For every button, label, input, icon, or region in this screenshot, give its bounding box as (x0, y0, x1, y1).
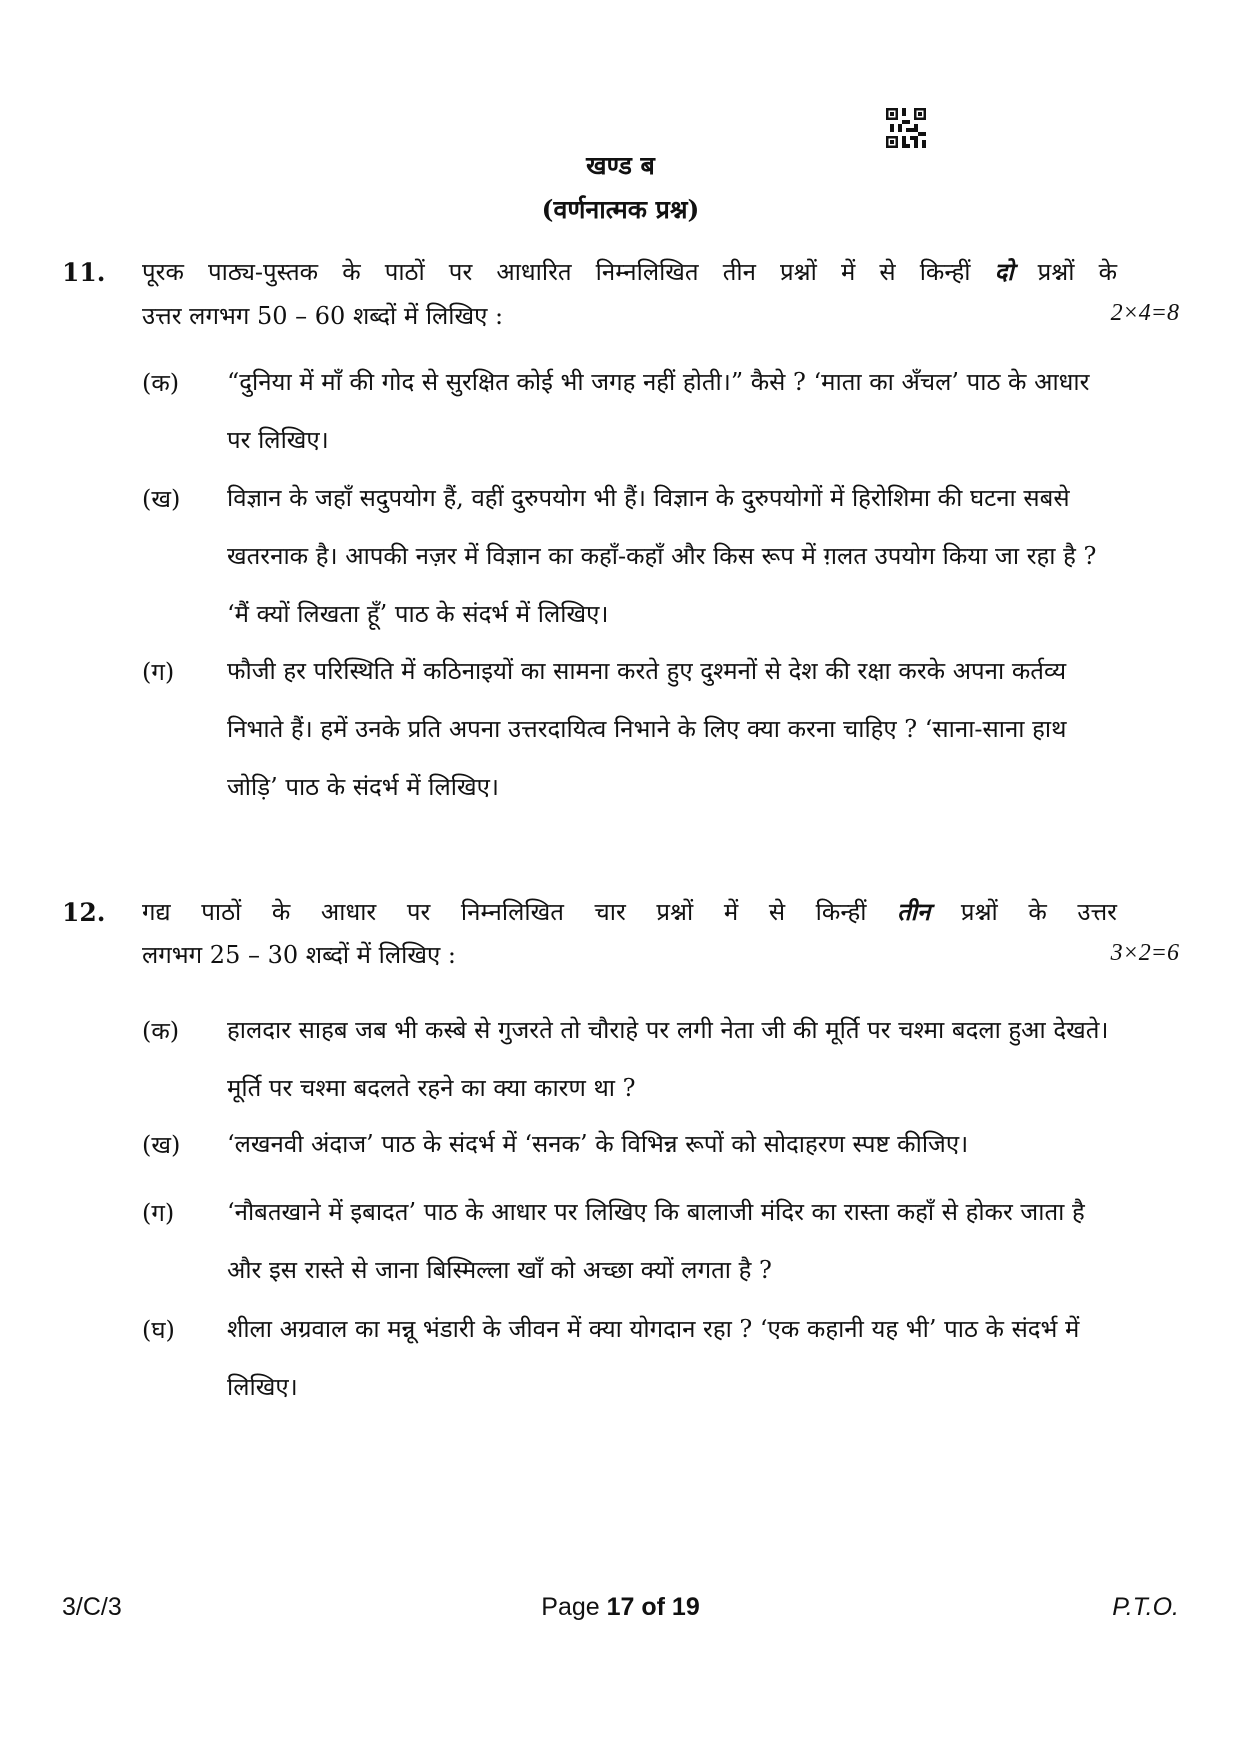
q12-item-text: ‘लखनवी अंदाज’ पाठ के संदर्भ में ‘सनक’ के विभिन्न रूपों को सोदाहरण स्पष्ट कीजिए। (227, 1130, 969, 1158)
question-number-12: 12. (62, 898, 106, 927)
section-title: खण्ड ब (586, 151, 655, 180)
q12-item-label: (ग) (142, 1199, 175, 1227)
q11-item-text: फौजी हर परिस्थिति में कठिनाइयों का सामना करते हुए दुश्मनों से देश की रक्षा करके अपना कर्तव्य निभाते हैं। हमें उनके प्रति अपना उत्तरदायित्व निभाने के लिए क्या करना चाहिए ? ‘साना-साना हाथ जोड़ि’ पाठ के संदर्भ में लिखिए। (227, 657, 1067, 801)
qr-code-icon (886, 108, 926, 148)
q11-item-text: विज्ञान के जहाँ सदुपयोग हैं, वहीं दुरुपयोग भी हैं। विज्ञान के दुरुपयोगों में हिरोशिमा की घटना सबसे खतरनाक है। आपकी नज़र में विज्ञान का कहाँ-कहाँ और किस रूप में ग़लत उपयोग किया जा रहा है ? ‘मैं क्यों लिखता हूँ’ पाठ के संदर्भ में लिखिए। (227, 484, 1097, 628)
q12-item-label: (क) (142, 1017, 180, 1045)
q11-item-text: “दुनिया में माँ की गोद से सुरक्षित कोई भी जगह नहीं होती।” कैसे ? ‘माता का अँचल’ पाठ के आधार पर लिखिए। (227, 368, 1090, 454)
question-11-text: पूरक पाठ्य-पुस्तक के पाठों पर आधारित निम्नलिखित तीन प्रश्नों में से किन्हीं दो प्रश्नों के (142, 257, 1117, 286)
page-number: Page 17 of 19 (541, 1593, 700, 1621)
question-11-text-line2: उत्तर लगभग 50 – 60 शब्दों में लिखिए : (142, 302, 504, 330)
pto-label: P.T.O. (1112, 1593, 1179, 1621)
question-number-11: 11. (62, 258, 106, 287)
question-12-marks: 3×2=6 (1110, 940, 1179, 966)
question-12-text: गद्य पाठों के आधार पर निम्नलिखित चार प्रश्नों में से किन्हीं तीन प्रश्नों के उत्तर (142, 897, 1117, 926)
paper-code: 3/C/3 (62, 1593, 122, 1621)
q11-item-label: (ग) (142, 658, 175, 686)
q11-item-label: (क) (142, 369, 180, 397)
section-subtitle: (वर्णनात्मक प्रश्न) (541, 195, 700, 224)
q12-item-label: (घ) (142, 1316, 175, 1344)
q11-item-label: (ख) (142, 485, 181, 513)
q12-item-label: (ख) (142, 1131, 181, 1159)
q12-item-text: शीला अग्रवाल का मन्नू भंडारी के जीवन में क्या योगदान रहा ? ‘एक कहानी यह भी’ पाठ के संदर्भ में लिखिए। (227, 1315, 1080, 1401)
question-12-text-line2: लगभग 25 – 30 शब्दों में लिखिए : (142, 941, 456, 969)
question-11-marks: 2×4=8 (1110, 300, 1179, 326)
q12-item-text: हालदार साहब जब भी कस्बे से गुजरते तो चौराहे पर लगी नेता जी की मूर्ति पर चश्मा बदला हुआ देखते। मूर्ति पर चश्मा बदलते रहने का क्या कारण था ? (227, 1016, 1109, 1102)
q12-item-text: ‘नौबतखाने में इबादत’ पाठ के आधार पर लिखिए कि बालाजी मंदिर का रास्ता कहाँ से होकर जाता है और इस रास्ते से जाना बिस्मिल्ला खाँ को अच्छा क्यों लगता है ? (227, 1198, 1085, 1284)
